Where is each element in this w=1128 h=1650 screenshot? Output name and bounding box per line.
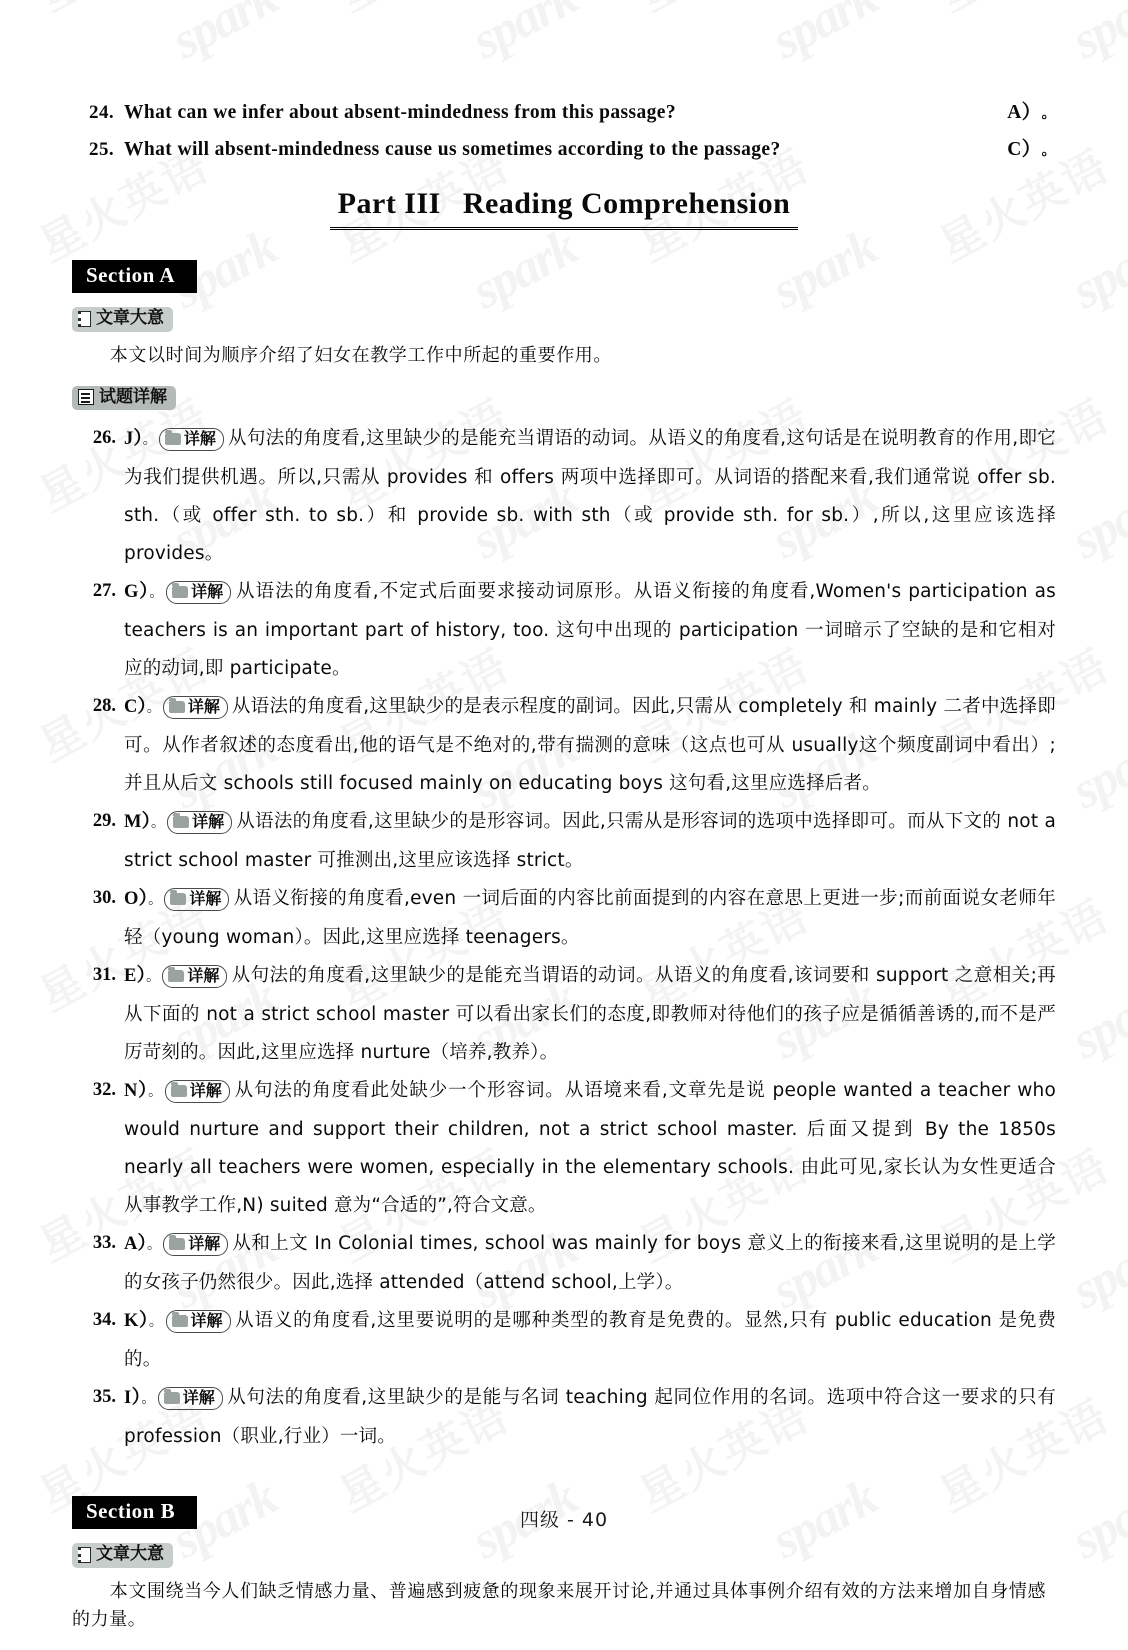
option-period: 。	[142, 432, 157, 449]
answer-option: J）	[124, 429, 143, 450]
part-title-part: Part III	[337, 187, 441, 220]
option-period: 。	[149, 585, 165, 602]
explanation-body	[124, 880, 1056, 957]
explanation-body	[124, 688, 1056, 803]
detailed-explanation-badge	[162, 965, 227, 988]
folder-icon	[164, 1392, 180, 1404]
question-period: 。	[1041, 106, 1056, 122]
folder-icon	[172, 586, 188, 598]
folder-icon	[173, 816, 189, 828]
explanation-text: 从语义的角度看,这里要说明的是哪种类型的教育是免费的。显然,只有 public education 是免费的。	[124, 1310, 1057, 1371]
detailed-explanation-badge	[163, 1233, 228, 1256]
explanation-number: 34.	[92, 1310, 116, 1331]
explanation-text: 从句法的角度看此处缺少一个形容词。从语境来看,文章先是说 people wanted a teacher who would nurture and support their children, not a strict school master. 后面又提到 By the 1850s nearly all teachers were women, especially in the elementary schools. 由此可见,家长认为女性更适合从事教学工作,N) suited 意为“合适的”,符合文意。	[124, 1080, 1056, 1217]
option-period: 。	[148, 1314, 164, 1331]
explanation-body	[124, 957, 1056, 1072]
explanation-item	[72, 880, 1056, 957]
explanation-item	[72, 1225, 1056, 1302]
explanation-text: 从句法的角度看,这里缺少的是能与名词 teaching 起同位作用的名词。选项中符合这一要求的只有 profession（职业,行业）一词。	[124, 1387, 1056, 1448]
explanation-number: 30.	[92, 888, 116, 909]
gist-badge	[72, 307, 173, 332]
folder-icon	[171, 1085, 187, 1097]
detailed-explanation-badge	[165, 1080, 230, 1103]
folder-icon	[165, 433, 181, 445]
section-b-gist-text: 本文围绕当今人们缺乏情感力量、普遍感到疲惫的现象来展开讨论,并通过具体事例介绍有效的方法来增加自身情感的力量。	[72, 1581, 1047, 1631]
detail-badge-label: 试题详解	[99, 386, 167, 407]
detailed-explanation-badge	[167, 811, 232, 834]
option-period: 。	[147, 1237, 162, 1254]
section-a-gist-text: 本文以时间为顺序介绍了妇女在教学工作中所起的重要作用。	[109, 344, 612, 366]
option-period: 。	[146, 969, 161, 986]
section-a-gist-block	[72, 307, 1056, 370]
part-title	[330, 187, 799, 230]
question-line	[72, 133, 1056, 161]
explanation-number: 35.	[92, 1387, 116, 1408]
section-gap	[72, 1456, 1056, 1496]
question-line	[72, 96, 1056, 124]
section-a-detail-block	[72, 386, 1056, 411]
detail-badge	[72, 386, 176, 411]
explanation-number: 28.	[92, 696, 116, 717]
explanation-text: 从句法的角度看,这里缺少的是能充当谓语的动词。从语义的角度看,该词要和 support 之意相关;再从下面的 not a strict school master 可以看出家长们的态度,即教师对待他们的孩子应是循循善诱的,而不是严厉苛刻的。因此,这里应选择 nurture（培养,教养）。	[124, 965, 1056, 1064]
explanation-text: 从语法的角度看,这里缺少的是形容词。因此,只需从是形容词的选项中选择即可。而从下文的 not a strict school master 可推测出,这里应该选择 strict。	[124, 811, 1057, 872]
explanation-item	[72, 420, 1056, 573]
detailed-explanation-badge	[166, 1310, 231, 1333]
detailed-explanation-label: 详解	[183, 428, 216, 448]
explanation-number: 27.	[92, 581, 116, 602]
explanation-item	[72, 803, 1056, 880]
part-title-name: Reading Comprehension	[462, 187, 791, 220]
explanation-item	[72, 573, 1056, 688]
explanation-item	[72, 1379, 1056, 1456]
detailed-explanation-label: 详解	[187, 696, 220, 716]
detailed-explanation-label: 详解	[191, 581, 224, 601]
option-period: 。	[148, 892, 163, 909]
question-number: 25.	[89, 139, 114, 160]
explanation-body	[124, 1072, 1056, 1225]
folder-icon	[170, 893, 186, 905]
section-a	[72, 260, 1056, 1456]
section-b-banner: Section B	[72, 1496, 197, 1529]
document-list-icon	[78, 389, 94, 405]
answer-option: G）	[124, 582, 150, 603]
answer-option: O）	[124, 889, 149, 910]
gist-badge	[72, 1543, 173, 1568]
explanation-text: 从语法的角度看,这里缺少的是表示程度的副词。因此,只需从 completely 和 mainly 二者中选择即可。从作者叙述的态度看出,他的语气是不绝对的,带有揣测的意味（这点也可从 usually这个频度副词中看出）;并且从后文 schools still focused mainly on educating boys 这句看,这里应选择后者。	[124, 696, 1056, 795]
detailed-explanation-badge	[163, 696, 228, 719]
question-period: 。	[1041, 143, 1056, 159]
detailed-explanation-badge	[158, 1387, 223, 1410]
detailed-explanation-label: 详解	[187, 965, 220, 985]
page-footer: 四级 - 40	[519, 1509, 609, 1531]
question-answer: C）	[1007, 139, 1042, 160]
answer-option: M）	[124, 812, 151, 833]
option-period: 。	[146, 700, 161, 717]
answer-option: C）	[124, 697, 147, 718]
option-period: 。	[150, 815, 166, 832]
explanation-text: 从句法的角度看,这里缺少的是能充当谓语的动词。从语义的角度看,这句话是在说明教育的作用,即它为我们提供机遇。所以,只需从 provides 和 offers 两项中选择即可。从词语的搭配来看,我们通常说 offer sb. sth.（或 offer sth. to sb.）和 provide sb. with sth（或 provide sth. for sb.）,所以,这里应该选择 provides。	[124, 428, 1056, 565]
explanation-body	[124, 573, 1056, 688]
explanation-body	[124, 1302, 1056, 1379]
folder-icon	[169, 1238, 185, 1250]
explanation-text: 从语义衔接的角度看,even 一词后面的内容比前面提到的内容在意思上更进一步;而前面说女老师年轻（young woman）。因此,这里应选择 teenagers。	[124, 888, 1056, 949]
folder-icon	[172, 1315, 188, 1327]
detailed-explanation-badge	[164, 888, 229, 911]
question-text: What will absent-mindedness cause us sometimes according to the passage?	[124, 139, 781, 160]
detailed-explanation-label: 详解	[190, 1310, 223, 1330]
detailed-explanation-badge	[166, 581, 231, 604]
detailed-explanation-badge	[159, 428, 224, 451]
folder-icon	[169, 701, 185, 713]
detailed-explanation-label: 详解	[188, 1233, 221, 1253]
detailed-explanation-label: 详解	[192, 811, 225, 831]
explanation-body	[124, 420, 1056, 573]
section-b-gist-block	[72, 1543, 1056, 1634]
notebook-icon	[78, 1547, 91, 1563]
answer-option: I）	[124, 1388, 142, 1409]
explanation-number: 26.	[92, 428, 116, 449]
explanation-text: 从语法的角度看,不定式后面要求接动词原形。从语义衔接的角度看,Women's participation as teachers is an important part of history, too. 这句中出现的 participation 一词暗示了空缺的是和它相对应的动词,即 participate。	[124, 581, 1057, 680]
explanation-body	[124, 1225, 1056, 1302]
explanation-number: 32.	[92, 1080, 116, 1101]
explanation-body	[124, 1379, 1056, 1456]
option-period: 。	[141, 1391, 156, 1408]
question-text: What can we infer about absent-mindedness from this passage?	[124, 102, 676, 123]
part-title-block	[72, 187, 1056, 230]
gist-badge-label: 文章大意	[96, 1544, 164, 1565]
answer-option: E）	[124, 966, 147, 987]
answer-option: K）	[124, 1311, 149, 1332]
folder-icon	[168, 970, 184, 982]
answer-option: N）	[124, 1081, 149, 1102]
question-answer: A）	[1007, 102, 1042, 123]
option-period: 。	[148, 1084, 163, 1101]
section-a-banner: Section A	[72, 260, 197, 293]
detailed-explanation-label: 详解	[182, 1387, 215, 1407]
explanation-text: 从和上文 In Colonial times, school was mainly for boys 意义上的衔接来看,这里说明的是上学的女孩子仍然很少。因此,选择 attended（attend school,上学）。	[124, 1233, 1056, 1294]
explanation-item	[72, 1072, 1056, 1225]
explanation-item	[72, 1302, 1056, 1379]
gist-badge-label: 文章大意	[96, 308, 164, 328]
answer-option: A）	[124, 1234, 148, 1255]
question-number: 24.	[89, 102, 114, 123]
explanation-number: 31.	[92, 965, 116, 986]
detailed-explanation-label: 详解	[189, 888, 222, 908]
explanation-item	[72, 688, 1056, 803]
explanation-body	[124, 803, 1056, 880]
explanation-number: 33.	[92, 1233, 116, 1254]
detailed-explanation-label: 详解	[189, 1080, 222, 1100]
top-questions-list	[72, 96, 1056, 161]
explanation-number: 29.	[92, 811, 116, 832]
notebook-icon	[78, 311, 91, 327]
explanation-item	[72, 957, 1056, 1072]
explanation-list	[72, 420, 1056, 1456]
